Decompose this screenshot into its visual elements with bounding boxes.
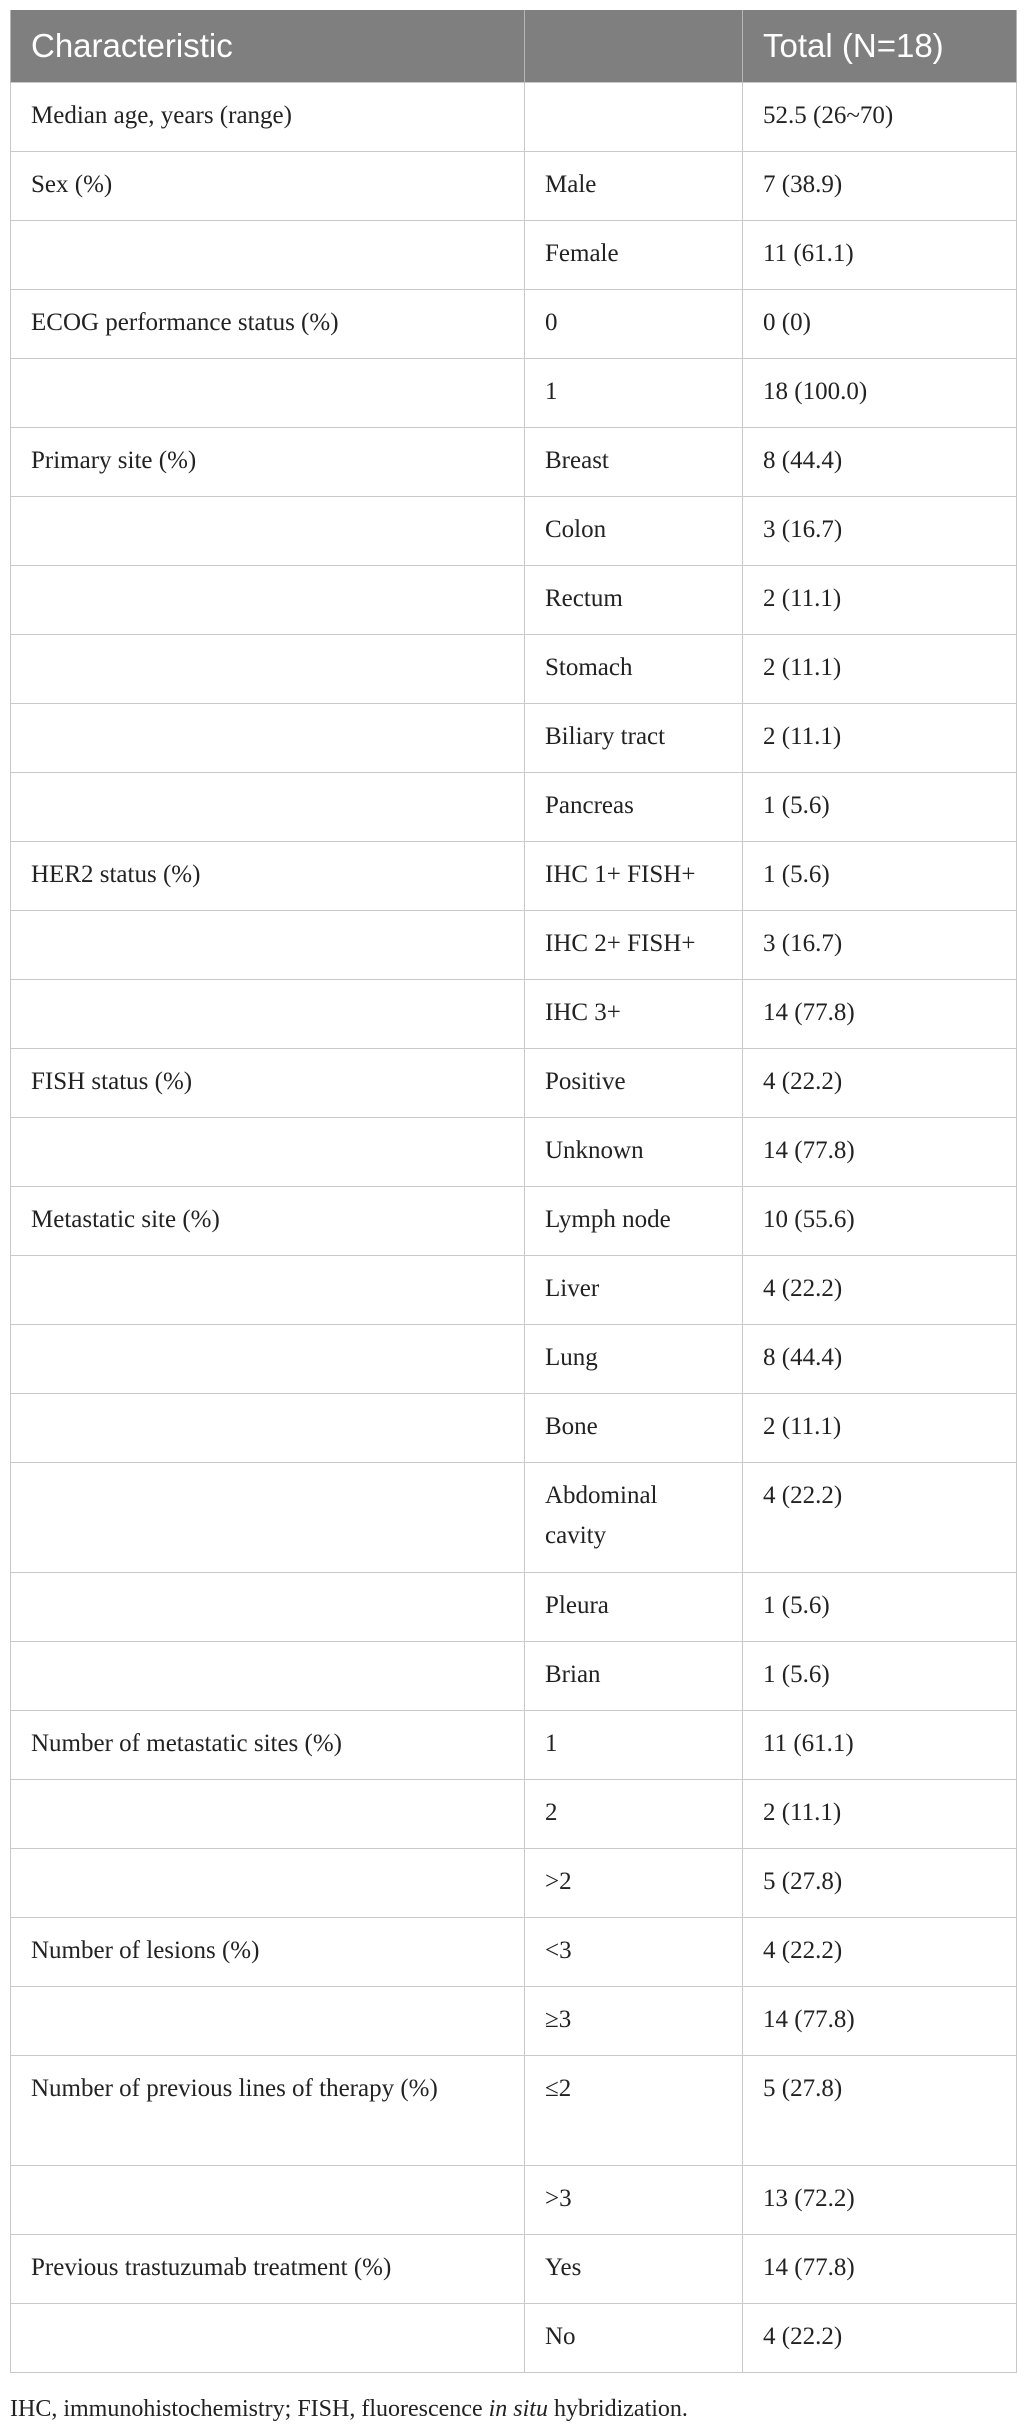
- cell-total: 5 (27.8): [743, 2055, 1017, 2165]
- characteristics-table: [10, 10, 1017, 2373]
- cell-subgroup: Pancreas: [525, 772, 743, 841]
- table-row: [11, 2234, 1017, 2303]
- table-row: [11, 427, 1017, 496]
- table-row: [11, 1641, 1017, 1710]
- cell-characteristic: Primary site (%): [11, 427, 525, 496]
- table-row: [11, 1048, 1017, 1117]
- table-row: [11, 772, 1017, 841]
- cell-characteristic: Sex (%): [11, 151, 525, 220]
- cell-characteristic: [11, 910, 525, 979]
- cell-total: 11 (61.1): [743, 1710, 1017, 1779]
- table-row: [11, 151, 1017, 220]
- cell-characteristic: FISH status (%): [11, 1048, 525, 1117]
- cell-characteristic: [11, 1255, 525, 1324]
- table-row: [11, 1393, 1017, 1462]
- cell-total: 1 (5.6): [743, 772, 1017, 841]
- cell-subgroup: Bone: [525, 1393, 743, 1462]
- cell-characteristic: [11, 1986, 525, 2055]
- cell-characteristic: [11, 1848, 525, 1917]
- cell-total: 4 (22.2): [743, 1048, 1017, 1117]
- cell-characteristic: [11, 1324, 525, 1393]
- cell-characteristic: [11, 1393, 525, 1462]
- cell-total: 5 (27.8): [743, 1848, 1017, 1917]
- cell-characteristic: [11, 496, 525, 565]
- cell-characteristic: [11, 358, 525, 427]
- cell-total: 4 (22.2): [743, 1462, 1017, 1572]
- cell-characteristic: [11, 1462, 525, 1572]
- cell-total: 2 (11.1): [743, 703, 1017, 772]
- table-row: [11, 1324, 1017, 1393]
- cell-total: 18 (100.0): [743, 358, 1017, 427]
- header-characteristic: Characteristic: [11, 10, 525, 82]
- cell-characteristic: [11, 1641, 525, 1710]
- cell-total: 14 (77.8): [743, 2234, 1017, 2303]
- table-row: [11, 1572, 1017, 1641]
- cell-total: 52.5 (26~70): [743, 82, 1017, 151]
- cell-total: 2 (11.1): [743, 1779, 1017, 1848]
- header-subgroup: [525, 10, 743, 82]
- cell-subgroup: 1: [525, 1710, 743, 1779]
- cell-total: 14 (77.8): [743, 979, 1017, 1048]
- cell-subgroup: Unknown: [525, 1117, 743, 1186]
- cell-subgroup: Brian: [525, 1641, 743, 1710]
- cell-total: 4 (22.2): [743, 1917, 1017, 1986]
- cell-total: 4 (22.2): [743, 2303, 1017, 2372]
- cell-subgroup: ≤2: [525, 2055, 743, 2165]
- table-row: [11, 565, 1017, 634]
- table-row: [11, 979, 1017, 1048]
- cell-characteristic: [11, 979, 525, 1048]
- cell-subgroup: IHC 1+ FISH+: [525, 841, 743, 910]
- header-total: Total (N=18): [743, 10, 1017, 82]
- header-row: [11, 10, 1017, 82]
- cell-total: 8 (44.4): [743, 1324, 1017, 1393]
- cell-subgroup: Biliary tract: [525, 703, 743, 772]
- cell-subgroup: [525, 82, 743, 151]
- cell-subgroup: No: [525, 2303, 743, 2372]
- table-row: [11, 634, 1017, 703]
- table-row: [11, 703, 1017, 772]
- cell-characteristic: [11, 772, 525, 841]
- cell-characteristic: Previous trastuzumab treatment (%): [11, 2234, 525, 2303]
- table-row: [11, 358, 1017, 427]
- table-row: [11, 2165, 1017, 2234]
- characteristics-table-container: [10, 10, 1016, 2373]
- cell-subgroup: IHC 3+: [525, 979, 743, 1048]
- cell-total: 2 (11.1): [743, 634, 1017, 703]
- cell-subgroup: ≥3: [525, 1986, 743, 2055]
- table-row: [11, 910, 1017, 979]
- cell-subgroup: Breast: [525, 427, 743, 496]
- table-row: [11, 841, 1017, 910]
- cell-characteristic: Metastatic site (%): [11, 1186, 525, 1255]
- cell-characteristic: [11, 703, 525, 772]
- table-row: [11, 2303, 1017, 2372]
- table-row: [11, 1986, 1017, 2055]
- cell-subgroup: Female: [525, 220, 743, 289]
- cell-subgroup: IHC 2+ FISH+: [525, 910, 743, 979]
- cell-total: 0 (0): [743, 289, 1017, 358]
- cell-subgroup: <3: [525, 1917, 743, 1986]
- cell-characteristic: Number of lesions (%): [11, 1917, 525, 1986]
- cell-subgroup: 0: [525, 289, 743, 358]
- cell-characteristic: [11, 2303, 525, 2372]
- table-row: [11, 1848, 1017, 1917]
- cell-subgroup: Liver: [525, 1255, 743, 1324]
- cell-characteristic: [11, 220, 525, 289]
- table-footnote: [10, 2396, 688, 2423]
- table-row: [11, 1186, 1017, 1255]
- table-header: [11, 10, 1017, 82]
- cell-total: 1 (5.6): [743, 1572, 1017, 1641]
- cell-subgroup: Colon: [525, 496, 743, 565]
- table-row: [11, 1255, 1017, 1324]
- cell-total: 8 (44.4): [743, 427, 1017, 496]
- cell-total: 10 (55.6): [743, 1186, 1017, 1255]
- cell-total: 1 (5.6): [743, 1641, 1017, 1710]
- cell-characteristic: Number of previous lines of therapy (%): [11, 2055, 525, 2165]
- cell-subgroup: 2: [525, 1779, 743, 1848]
- cell-total: 14 (77.8): [743, 1986, 1017, 2055]
- footnote-text: IHC, immunohistochemistry; FISH, fluorescence: [10, 2396, 489, 2422]
- cell-subgroup: Rectum: [525, 565, 743, 634]
- cell-total: 3 (16.7): [743, 496, 1017, 565]
- table-row: [11, 1710, 1017, 1779]
- cell-characteristic: [11, 2165, 525, 2234]
- cell-characteristic: [11, 565, 525, 634]
- cell-total: 2 (11.1): [743, 565, 1017, 634]
- cell-subgroup: Abdominal cavity: [525, 1462, 743, 1572]
- cell-characteristic: ECOG performance status (%): [11, 289, 525, 358]
- cell-total: 3 (16.7): [743, 910, 1017, 979]
- table-row: [11, 289, 1017, 358]
- cell-characteristic: [11, 1572, 525, 1641]
- cell-total: 4 (22.2): [743, 1255, 1017, 1324]
- cell-subgroup: Yes: [525, 2234, 743, 2303]
- cell-subgroup: Stomach: [525, 634, 743, 703]
- cell-characteristic: [11, 1117, 525, 1186]
- cell-characteristic: Median age, years (range): [11, 82, 525, 151]
- table-row: [11, 220, 1017, 289]
- cell-subgroup: Lymph node: [525, 1186, 743, 1255]
- table-body: [11, 82, 1017, 2372]
- cell-total: 1 (5.6): [743, 841, 1017, 910]
- cell-subgroup: Positive: [525, 1048, 743, 1117]
- cell-characteristic: [11, 634, 525, 703]
- table-row: [11, 82, 1017, 151]
- table-row: [11, 1117, 1017, 1186]
- table-row: [11, 2055, 1017, 2165]
- cell-characteristic: Number of metastatic sites (%): [11, 1710, 525, 1779]
- footnote-text-end: hybridization.: [547, 2396, 688, 2422]
- cell-total: 2 (11.1): [743, 1393, 1017, 1462]
- cell-characteristic: HER2 status (%): [11, 841, 525, 910]
- table-row: [11, 1779, 1017, 1848]
- cell-subgroup: >3: [525, 2165, 743, 2234]
- cell-characteristic: [11, 1779, 525, 1848]
- cell-subgroup: 1: [525, 358, 743, 427]
- cell-total: 11 (61.1): [743, 220, 1017, 289]
- table-row: [11, 1462, 1017, 1572]
- cell-subgroup: Pleura: [525, 1572, 743, 1641]
- table-row: [11, 496, 1017, 565]
- cell-total: 7 (38.9): [743, 151, 1017, 220]
- cell-total: 14 (77.8): [743, 1117, 1017, 1186]
- cell-subgroup: Male: [525, 151, 743, 220]
- footnote-italic-text: in situ: [488, 2396, 548, 2422]
- cell-subgroup: Lung: [525, 1324, 743, 1393]
- cell-subgroup: >2: [525, 1848, 743, 1917]
- cell-total: 13 (72.2): [743, 2165, 1017, 2234]
- table-row: [11, 1917, 1017, 1986]
